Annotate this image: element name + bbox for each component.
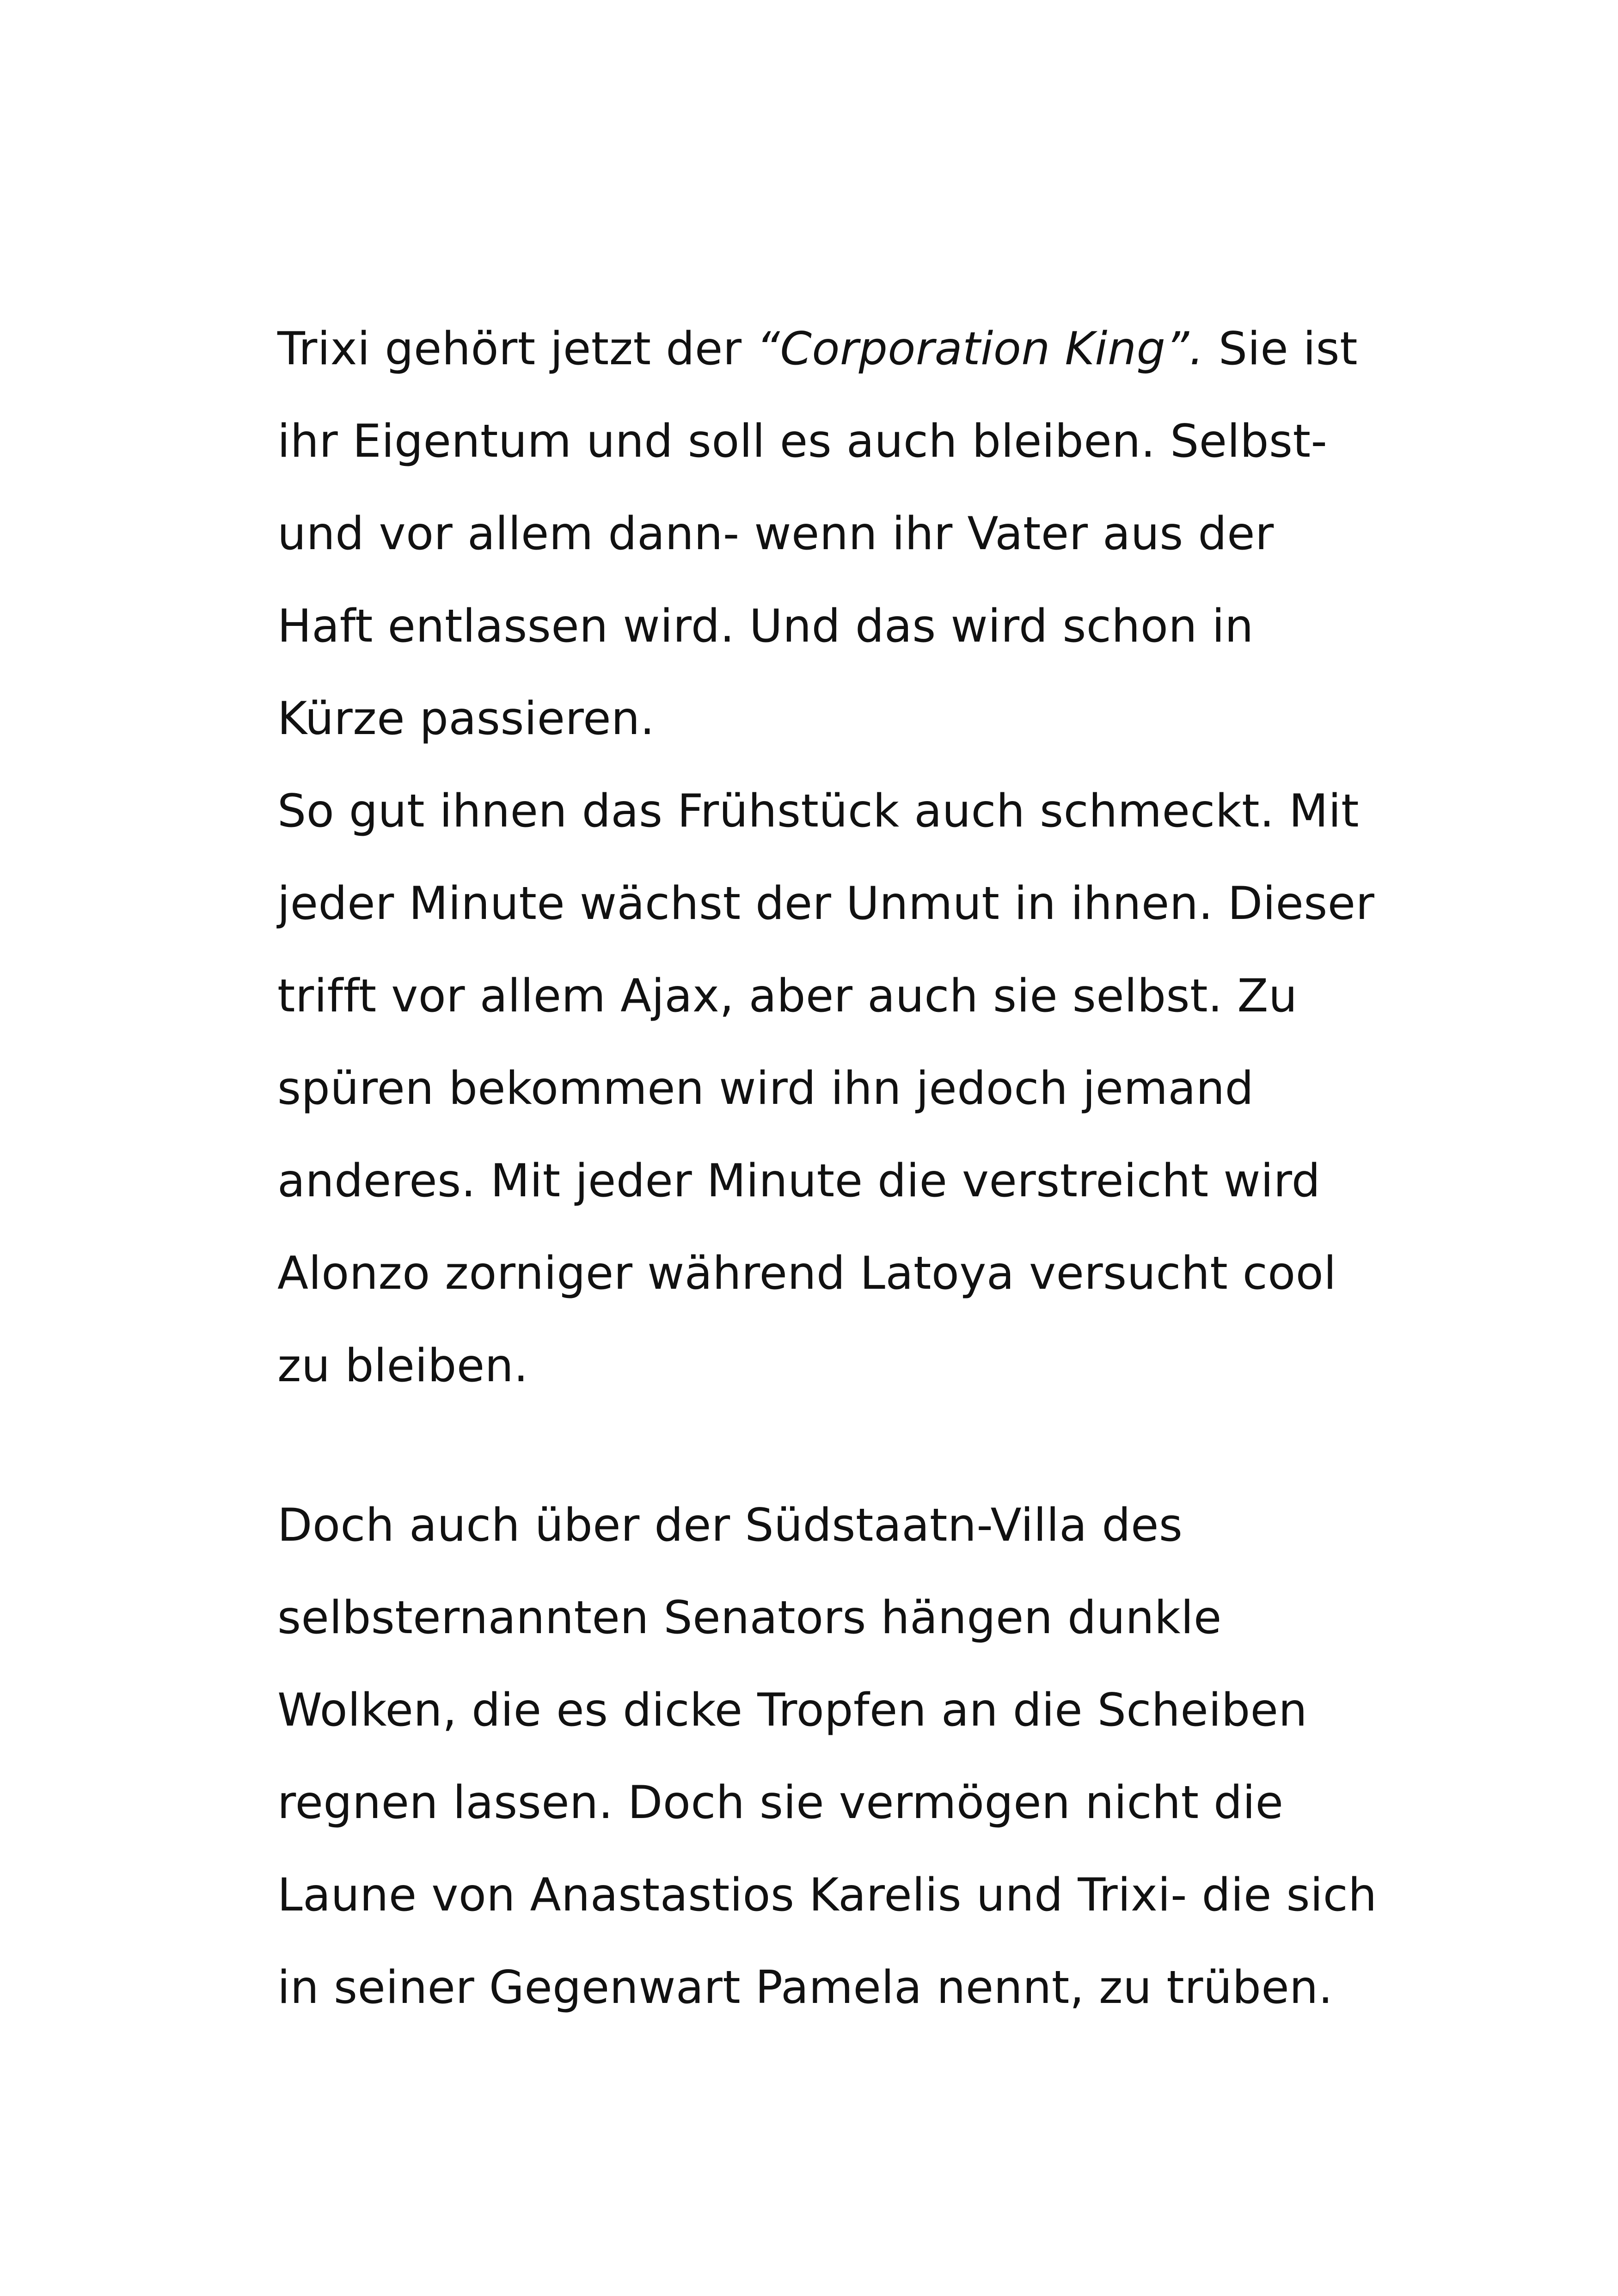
text-line: So gut ihnen das Frühstück auch schmeckt. Mit <box>277 785 1359 838</box>
text-line: trifft vor allem Ajax, aber auch sie selbst. Zu <box>277 970 1298 1022</box>
text-segment: Trixi gehört jetzt der <box>277 323 757 375</box>
text-line: spüren bekommen wird ihn jedoch jemand <box>277 1062 1254 1115</box>
text-line: zu bleiben. <box>277 1340 528 1392</box>
text-line: und vor allem dann- wenn ihr Vater aus der <box>277 508 1274 560</box>
text-line <box>277 303 1387 395</box>
text-line: ihr Eigentum und soll es auch bleiben. Selbst- <box>277 415 1328 468</box>
text-line: Laune von Anastastios Karelis und Trixi- die sich <box>277 1869 1377 1922</box>
text-line: Kürze passieren. <box>277 692 655 745</box>
text-line: Haft entlassen wird. Und das wird schon in <box>277 600 1254 653</box>
text-line: selbsternannten Senators hängen dunkle <box>277 1592 1222 1644</box>
text-line: anderes. Mit jeder Minute die verstreicht wird <box>277 1155 1321 1207</box>
text-line: Alonzo zorniger während Latoya versucht cool <box>277 1247 1336 1300</box>
text-segment: Sie ist <box>1204 323 1358 375</box>
text-line: Doch auch über der Südstaatn-Villa des <box>277 1499 1183 1552</box>
text-line: in seiner Gegenwart Pamela nennt, zu trüben. <box>277 1961 1333 2014</box>
italic-title: “Corporation King”. <box>756 323 1204 375</box>
paragraph-block-1 <box>277 303 1387 1412</box>
text-line: regnen lassen. Doch sie vermögen nicht die <box>277 1776 1284 1829</box>
paragraph-block-2 <box>277 1479 1387 2034</box>
text-line: Wolken, die es dicke Tropfen an die Scheiben <box>277 1684 1308 1737</box>
text-line: jeder Minute wächst der Unmut in ihnen. Dieser <box>277 877 1375 930</box>
